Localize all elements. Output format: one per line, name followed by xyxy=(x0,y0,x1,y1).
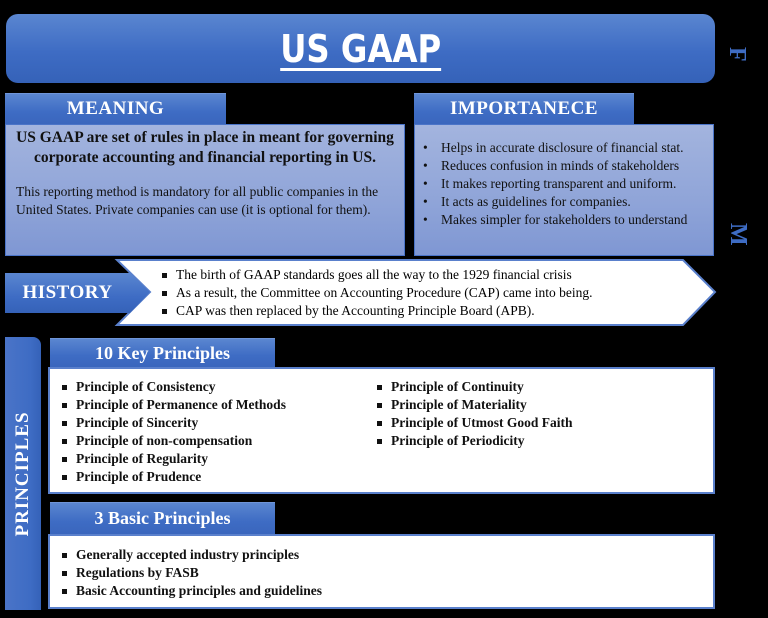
history-item: The birth of GAAP standards goes all the way to the 1929 financial crisis xyxy=(158,266,688,284)
basic-principles-heading-text: 3 Basic Principles xyxy=(94,508,231,528)
meaning-detail: This reporting method is mandatory for all public companies in the United States. Private companies can use (it is optional for them). xyxy=(16,184,379,217)
principles-sidebar xyxy=(5,337,41,610)
key-principles-panel xyxy=(48,367,715,494)
title-banner xyxy=(6,14,715,83)
history-item: CAP was then replaced by the Accounting Principle Board (APB). xyxy=(158,302,688,320)
principle-item: Principle of Utmost Good Faith xyxy=(373,414,573,432)
side-letter-m: M xyxy=(725,223,751,246)
basic-principle-item: Regulations by FASB xyxy=(58,564,707,582)
importance-heading-text: IMPORTANECE xyxy=(449,98,599,119)
history-item: As a result, the Committee on Accounting Procedure (CAP) came into being. xyxy=(158,284,688,302)
key-principles-left xyxy=(58,378,373,486)
meaning-heading-text: MEANING xyxy=(66,98,165,119)
principle-item: Principle of non-compensation xyxy=(58,432,373,450)
importance-item: • Makes simpler for stakeholders to understand xyxy=(419,211,707,229)
principle-item: Principle of Regularity xyxy=(58,450,373,468)
principle-item: Principle of Sincerity xyxy=(58,414,373,432)
page-title: US GAAP xyxy=(280,26,441,71)
key-principles-columns xyxy=(58,378,707,486)
side-letter-f: F xyxy=(724,47,750,62)
meaning-lead: US GAAP are set of rules in place in meant for governing corporate accounting and financial reporting in US. xyxy=(16,129,394,166)
principle-item: Principle of Prudence xyxy=(58,468,373,486)
principle-item: Principle of Periodicity xyxy=(373,432,573,450)
importance-item: • It acts as guidelines for companies. xyxy=(419,193,707,211)
meaning-panel xyxy=(5,124,405,256)
importance-item: • Reduces confusion in minds of stakeholders xyxy=(419,157,707,175)
importance-item: • Helps in accurate disclosure of financial stat. xyxy=(419,139,707,157)
key-principles-heading xyxy=(50,338,275,367)
importance-item: • It makes reporting transparent and uniform. xyxy=(419,175,707,193)
principle-item: Principle of Consistency xyxy=(58,378,373,396)
basic-principles-list xyxy=(58,546,707,600)
importance-list xyxy=(419,139,707,229)
principle-item: Principle of Permanence of Methods xyxy=(58,396,373,414)
principle-item: Principle of Materiality xyxy=(373,396,573,414)
history-list xyxy=(158,266,688,320)
importance-panel xyxy=(414,124,714,256)
meaning-heading xyxy=(5,93,226,124)
basic-principle-item: Generally accepted industry principles xyxy=(58,546,707,564)
principles-label: PRINCIPLES xyxy=(12,410,33,537)
history-panel xyxy=(158,266,688,320)
importance-heading xyxy=(414,93,634,124)
basic-principles-panel xyxy=(48,534,715,609)
key-principles-right xyxy=(373,378,573,486)
history-heading: HISTORY xyxy=(22,282,113,303)
basic-principle-item: Basic Accounting principles and guidelines xyxy=(58,582,707,600)
key-principles-heading-text: 10 Key Principles xyxy=(95,342,230,363)
basic-principles-heading xyxy=(50,502,275,534)
principle-item: Principle of Continuity xyxy=(373,378,573,396)
